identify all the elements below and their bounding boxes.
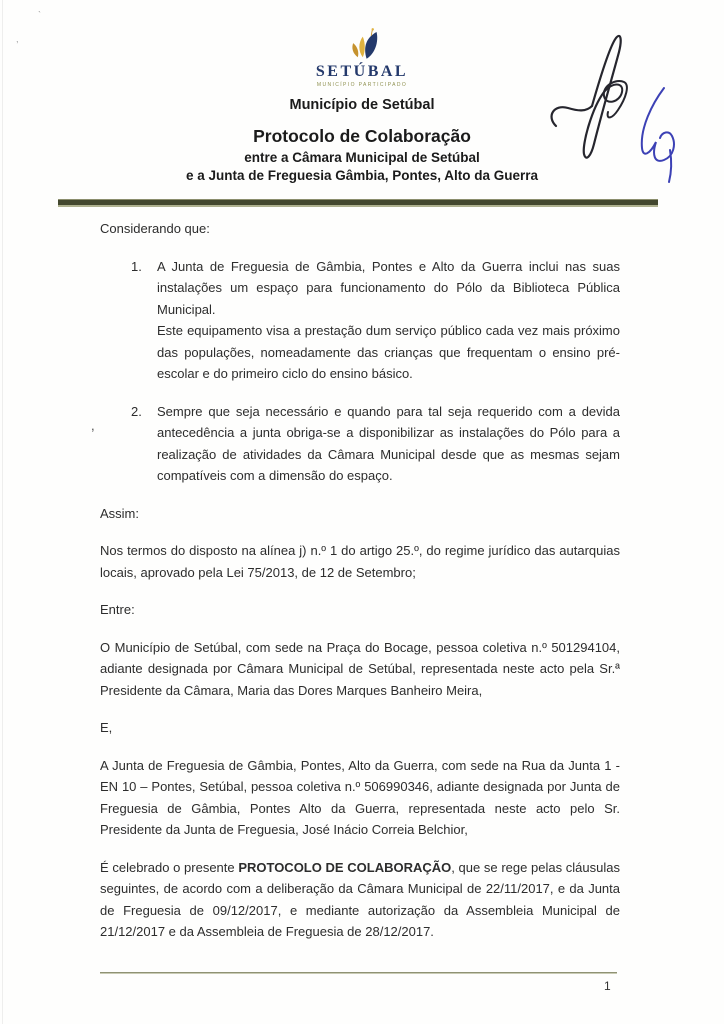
list-item-1-paragraph-1: A Junta de Freguesia de Gâmbia, Pontes e Alto da Guerra inclui nas suas instalações um espaço para funcionamento do Pólo da Biblioteca Pública Municipal.: [157, 258, 620, 317]
footer-rule: [100, 972, 617, 974]
list-item-1: [100, 256, 620, 385]
stray-comma-mark: ,: [91, 418, 95, 433]
scan-speck: `: [38, 10, 41, 20]
document-subtitle-2: e a Junta de Freguesia Gâmbia, Pontes, Alto da Guerra: [185, 168, 539, 183]
list-item-text: [157, 401, 620, 487]
list-number: 1.: [131, 258, 142, 274]
header-separator-rule: [58, 199, 658, 207]
closing-suffix: , que se rege pelas cláusulas seguintes, de acordo com a deliberação da Câmara Municipal de 22/11/2017, e da Junta de Freguesia de 09/12/2017, e mediante autorização da Assembleia Municipal de 21/12/2017 e da Assembleia de Freguesia de 28/12/2017.: [100, 859, 620, 939]
page-number: 1: [604, 979, 611, 993]
closing-paragraph: [100, 857, 620, 943]
setubal-wordmark: SETÚBAL: [315, 63, 409, 80]
closing-prefix: É celebrado o presente: [100, 859, 239, 875]
list-item-2-paragraph-1: Sempre que seja necessário e quando para tal seja requerido com a devida antecedência a junta obriga-se a disponibilizar as instalações do Pólo para a realização de atividades da Câmara Municipal desde que as mesmas sejam compatíveis com a dimensão do espaço.: [157, 403, 620, 483]
legal-basis-paragraph: Nos termos do disposto na alínea j) n.º 1 do artigo 25.º, do regime jurídico das autarquias locais, aprovado pela Lei 75/2013, de 12 de Setembro;: [100, 543, 620, 580]
handwritten-signature: [542, 16, 712, 186]
assim-heading: Assim:: [100, 505, 139, 521]
list-item-2: [100, 401, 620, 487]
and-connector: E,: [100, 720, 113, 735]
entre-heading: Entre:: [100, 602, 135, 617]
document-body: [91, 218, 620, 959]
junta-party-paragraph: A Junta de Freguesia de Gâmbia, Pontes, Alto da Guerra, com sede na Rua da Junta 1 - EN 10 – Pontes, Setúbal, pessoa coletiva n.º 506990346, adiante designada por Junta de Freguesia de Gâmbia, Pontes Alto da Guerra, representada neste acto pelo Sr. Presidente da Junta de Freguesia, José Inácio Correia Belchior,: [100, 757, 620, 837]
scan-speck: ,: [16, 34, 19, 44]
list-item-1-paragraph-2: Este equipamento visa a prestação dum serviço público cada vez mais próximo das populações, nomeadamente das crianças que frequentam o ensino pré-escolar e do primeiro ciclo do ensino básico.: [157, 323, 620, 381]
considering-heading: Considerando que:: [100, 221, 210, 236]
list-item-text: [157, 256, 620, 385]
logo-tagline: MUNICÍPIO PARTICIPADO: [316, 82, 408, 88]
list-number: 2.: [131, 403, 142, 419]
municipality-party-paragraph: O Município de Setúbal, com sede na Praça do Bocage, pessoa coletiva n.º 501294104, adiante designada por Câmara Municipal de Setúbal, representada neste acto pela Sr.ª Presidente da Câmara, Maria das Dores Marques Banheiro Meira,: [100, 639, 620, 698]
closing-protocol-title: PROTOCOLO DE COLABORAÇÃO: [238, 859, 452, 875]
municipality-name: Município de Setúbal: [289, 97, 435, 113]
setubal-flame-logo-icon: [339, 28, 385, 62]
document-subtitle-1: entre a Câmara Municipal de Setúbal: [244, 150, 480, 165]
document-title: Protocolo de Colaboração: [253, 126, 471, 146]
